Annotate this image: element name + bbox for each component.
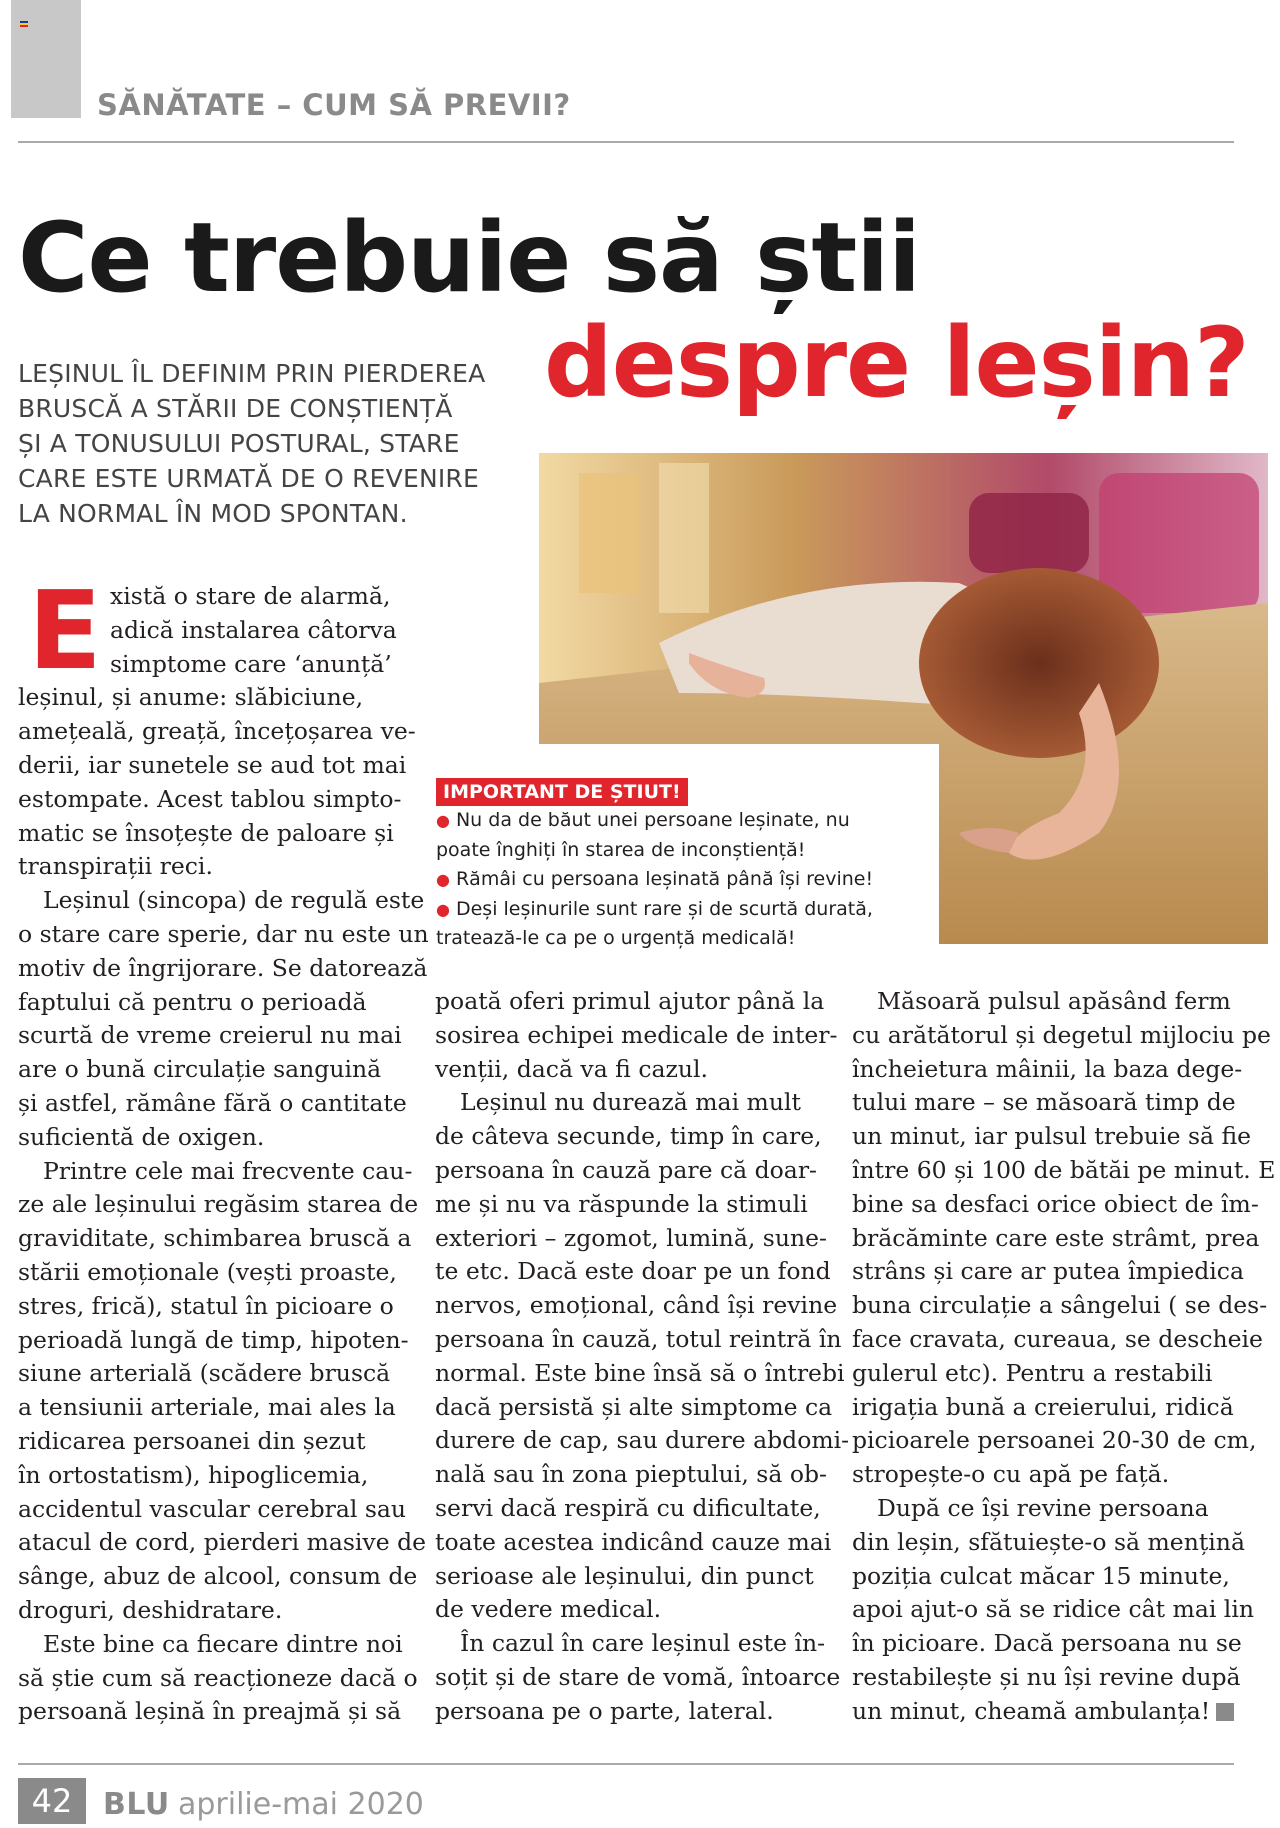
text-line: picioarele persoanei 20-30 de cm, [852,1426,1257,1455]
text-line: să știe cum să reacționeze dacă o [18,1663,418,1692]
text-line: persoana în cauză, totul reintră în [435,1324,842,1353]
text-line: sosirea echipei medicale de inter- [435,1020,838,1049]
text-line: simptome care ‘anunță’ [110,649,392,678]
text-line: din leșin, sfătuiește-o să mențină [852,1527,1245,1556]
lead-line: LA NORMAL ÎN MOD SPONTAN. [18,499,408,528]
text-line: ridicarea persoanei din șezut [18,1426,366,1455]
text-line: buna circulație a sângelui ( se des- [852,1291,1268,1320]
text-line: dacă persistă și alte simptome ca [435,1392,833,1421]
text-line: persoana pe o parte, lateral. [435,1696,774,1725]
text-line: un minut, iar pulsul trebuie să fie [852,1122,1252,1151]
text-line: în ortostatism), hipoglicemia, [18,1460,369,1489]
text-line: strâns și care ar putea împiedica [852,1257,1244,1286]
bullet-icon: ● [436,870,450,889]
flag-icon [20,21,28,28]
text-line: droguri, deshidratare. [18,1595,283,1624]
text-line: derii, iar sunetele se aud tot mai [18,750,407,779]
text-line: sânge, abuz de alcool, consum de [18,1562,418,1591]
article-column-3 [852,985,1276,1729]
header-divider [18,141,1234,143]
info-item-continued: poate înghiți în starea de inconștiență! [436,839,806,861]
text-line: de vedere medical. [435,1595,662,1624]
headline-line-1: Ce trebuie să știi [18,202,921,314]
text-line-last: un minut, cheamă ambulanța! [852,1695,1252,1729]
footer-divider [18,1763,1234,1765]
text-line: accidentul vascular cerebral sau [18,1494,407,1523]
text-line: are o bună circulație sanguină [18,1055,382,1084]
text-line: apoi ajut-o să se ridice cât mai lin [852,1595,1254,1624]
text-line: me și nu va răspunde la stimuli [435,1189,808,1218]
text-line: xistă o stare de alarmă, [110,582,391,610]
text-line: bine sa desfaci orice obiect de îm- [852,1189,1259,1218]
bullet-icon: ● [436,900,450,919]
text-line: motiv de îngrijorare. Se datorează [18,953,428,982]
lead-line: CARE ESTE URMATĂ DE O REVENIRE [18,464,479,493]
info-item: ● Nu da de băut unei persoane leșinate, nu [436,809,850,831]
text-line: irigația bună a creierului, ridică [852,1392,1234,1421]
bullet-icon: ● [436,811,450,830]
text-line: matic se însoțește de paloare și [18,818,394,847]
text-line: servi dacă respiră cu dificultate, [435,1493,821,1522]
text-line: transpirații reci. [18,852,213,881]
text-line: suficientă de oxigen. [18,1122,265,1151]
page-number: 42 [18,1778,86,1824]
article-column-1 [18,569,429,1729]
text-line: gulerul etc). Pentru a restabili [852,1358,1213,1387]
info-item: ● Deși leșinurile sunt rare și de scurtă durată, [436,898,873,920]
text-line: stării emoționale (vești proaste, [18,1257,397,1286]
text-line: estompate. Acest tablou simpto- [18,784,402,813]
text-line: te etc. Dacă este doar pe un fond [435,1257,831,1286]
lead-line: BRUSCĂ A STĂRII DE CONȘTIENȚĂ [18,394,453,423]
text-line: ze ale leșinului regăsim starea de [18,1190,419,1219]
text-line: graviditate, schimbarea bruscă a [18,1224,412,1253]
text-line: brăcăminte care este strâmt, prea [852,1223,1260,1252]
info-item-continued: tratează-le ca pe o urgență medicală! [436,927,796,949]
text-line: siune arterială (scădere bruscă [18,1359,391,1388]
text-line: stres, frică), statul în picioare o [18,1291,394,1320]
text-line: venții, dacă va fi cazul. [435,1054,709,1083]
text-line: Este bine ca fiecare dintre noi [43,1629,403,1658]
drop-cap: E [28,569,102,694]
text-line: toate acestea indicând cauze mai [435,1527,832,1556]
text-line: amețeală, greață, încețoșarea ve- [18,717,416,746]
lead-paragraph [18,356,508,531]
section-label: SĂNĂTATE – CUM SĂ PREVII? [97,88,571,122]
text-line: poată oferi primul ajutor până la [435,987,825,1015]
text-line: restabilește și nu își revine după [852,1662,1241,1691]
text-line: atacul de cord, pierderi masive de [18,1528,427,1557]
headline-line-2: despre leșin? [544,307,1249,419]
text-line: Leșinul nu durează mai mult [460,1088,801,1117]
text-line: între 60 și 100 de bătăi pe minut. E [852,1155,1276,1184]
section-tab [11,0,81,118]
text-line: și astfel, rămâne fără o cantitate [18,1088,407,1117]
article-column-2 [435,985,850,1729]
text-line: exteriori – zgomot, lumină, sune- [435,1223,827,1252]
text-line: durere de cap, sau durere abdomi- [435,1426,850,1455]
info-box-title: IMPORTANT DE ȘTIUT! [436,778,688,806]
text-line: Leșinul (sincopa) de regulă este [43,886,425,915]
text-line: poziția culcat măcar 15 minute, [852,1561,1230,1590]
text-line: de câteva secunde, timp în care, [435,1122,822,1151]
text-line: a tensiunii arteriale, mai ales la [18,1393,396,1422]
text-line: faptului că pentru o perioadă [18,987,367,1016]
issue-date: aprilie-mai 2020 [178,1787,424,1822]
text-line: tului mare – se măsoară timp de [852,1088,1236,1117]
text-line: scurtă de vreme creierul nu mai [18,1021,402,1050]
text-line: persoană leșină în preajmă și să [18,1697,402,1726]
text-line: perioadă lungă de timp, hipoten- [18,1325,409,1354]
lead-line: LEȘINUL ÎL DEFINIM PRIN PIERDEREA [18,359,486,388]
magazine-brand: BLU [103,1787,170,1822]
text-line: cu arătătorul și degetul mijlociu pe [852,1020,1271,1049]
text-line: normal. Este bine însă să o întrebi [435,1358,845,1387]
text-line: În cazul în care leșinul este în- [460,1629,826,1658]
text-line: o stare care sperie, dar nu este un [18,919,429,948]
lead-line: ȘI A TONUSULUI POSTURAL, STARE [18,429,460,458]
text-line: soțit și de stare de vomă, întoarce [435,1662,841,1691]
text-line: serioase ale leșinului, din punct [435,1561,814,1590]
text-line: Măsoară pulsul apăsând ferm [877,987,1231,1015]
text-line: adică instalarea câtorva [110,615,397,644]
info-item: ● Rămâi cu persoana leșinată până își revine! [436,868,874,890]
important-info-box [430,744,939,966]
text-line: nervos, emoțional, când își revine [435,1291,838,1320]
text-line: leșinul, și anume: slăbiciune, [18,683,364,712]
text-line: face cravata, cureaua, se descheie [852,1324,1263,1353]
text-line: persoana în cauză pare că doar- [435,1155,817,1184]
text-line: Printre cele mai frecvente cau- [43,1156,413,1185]
text-line: încheietura mâinii, la baza dege- [852,1054,1243,1083]
text-line: în picioare. Dacă persoana nu se [852,1629,1242,1658]
text-line: stropește-o cu apă pe față. [852,1460,1170,1489]
end-mark-icon [1216,1703,1234,1721]
text-line: După ce își revine persoana [877,1493,1209,1522]
text-line: nală sau în zona pieptului, să ob- [435,1460,827,1489]
